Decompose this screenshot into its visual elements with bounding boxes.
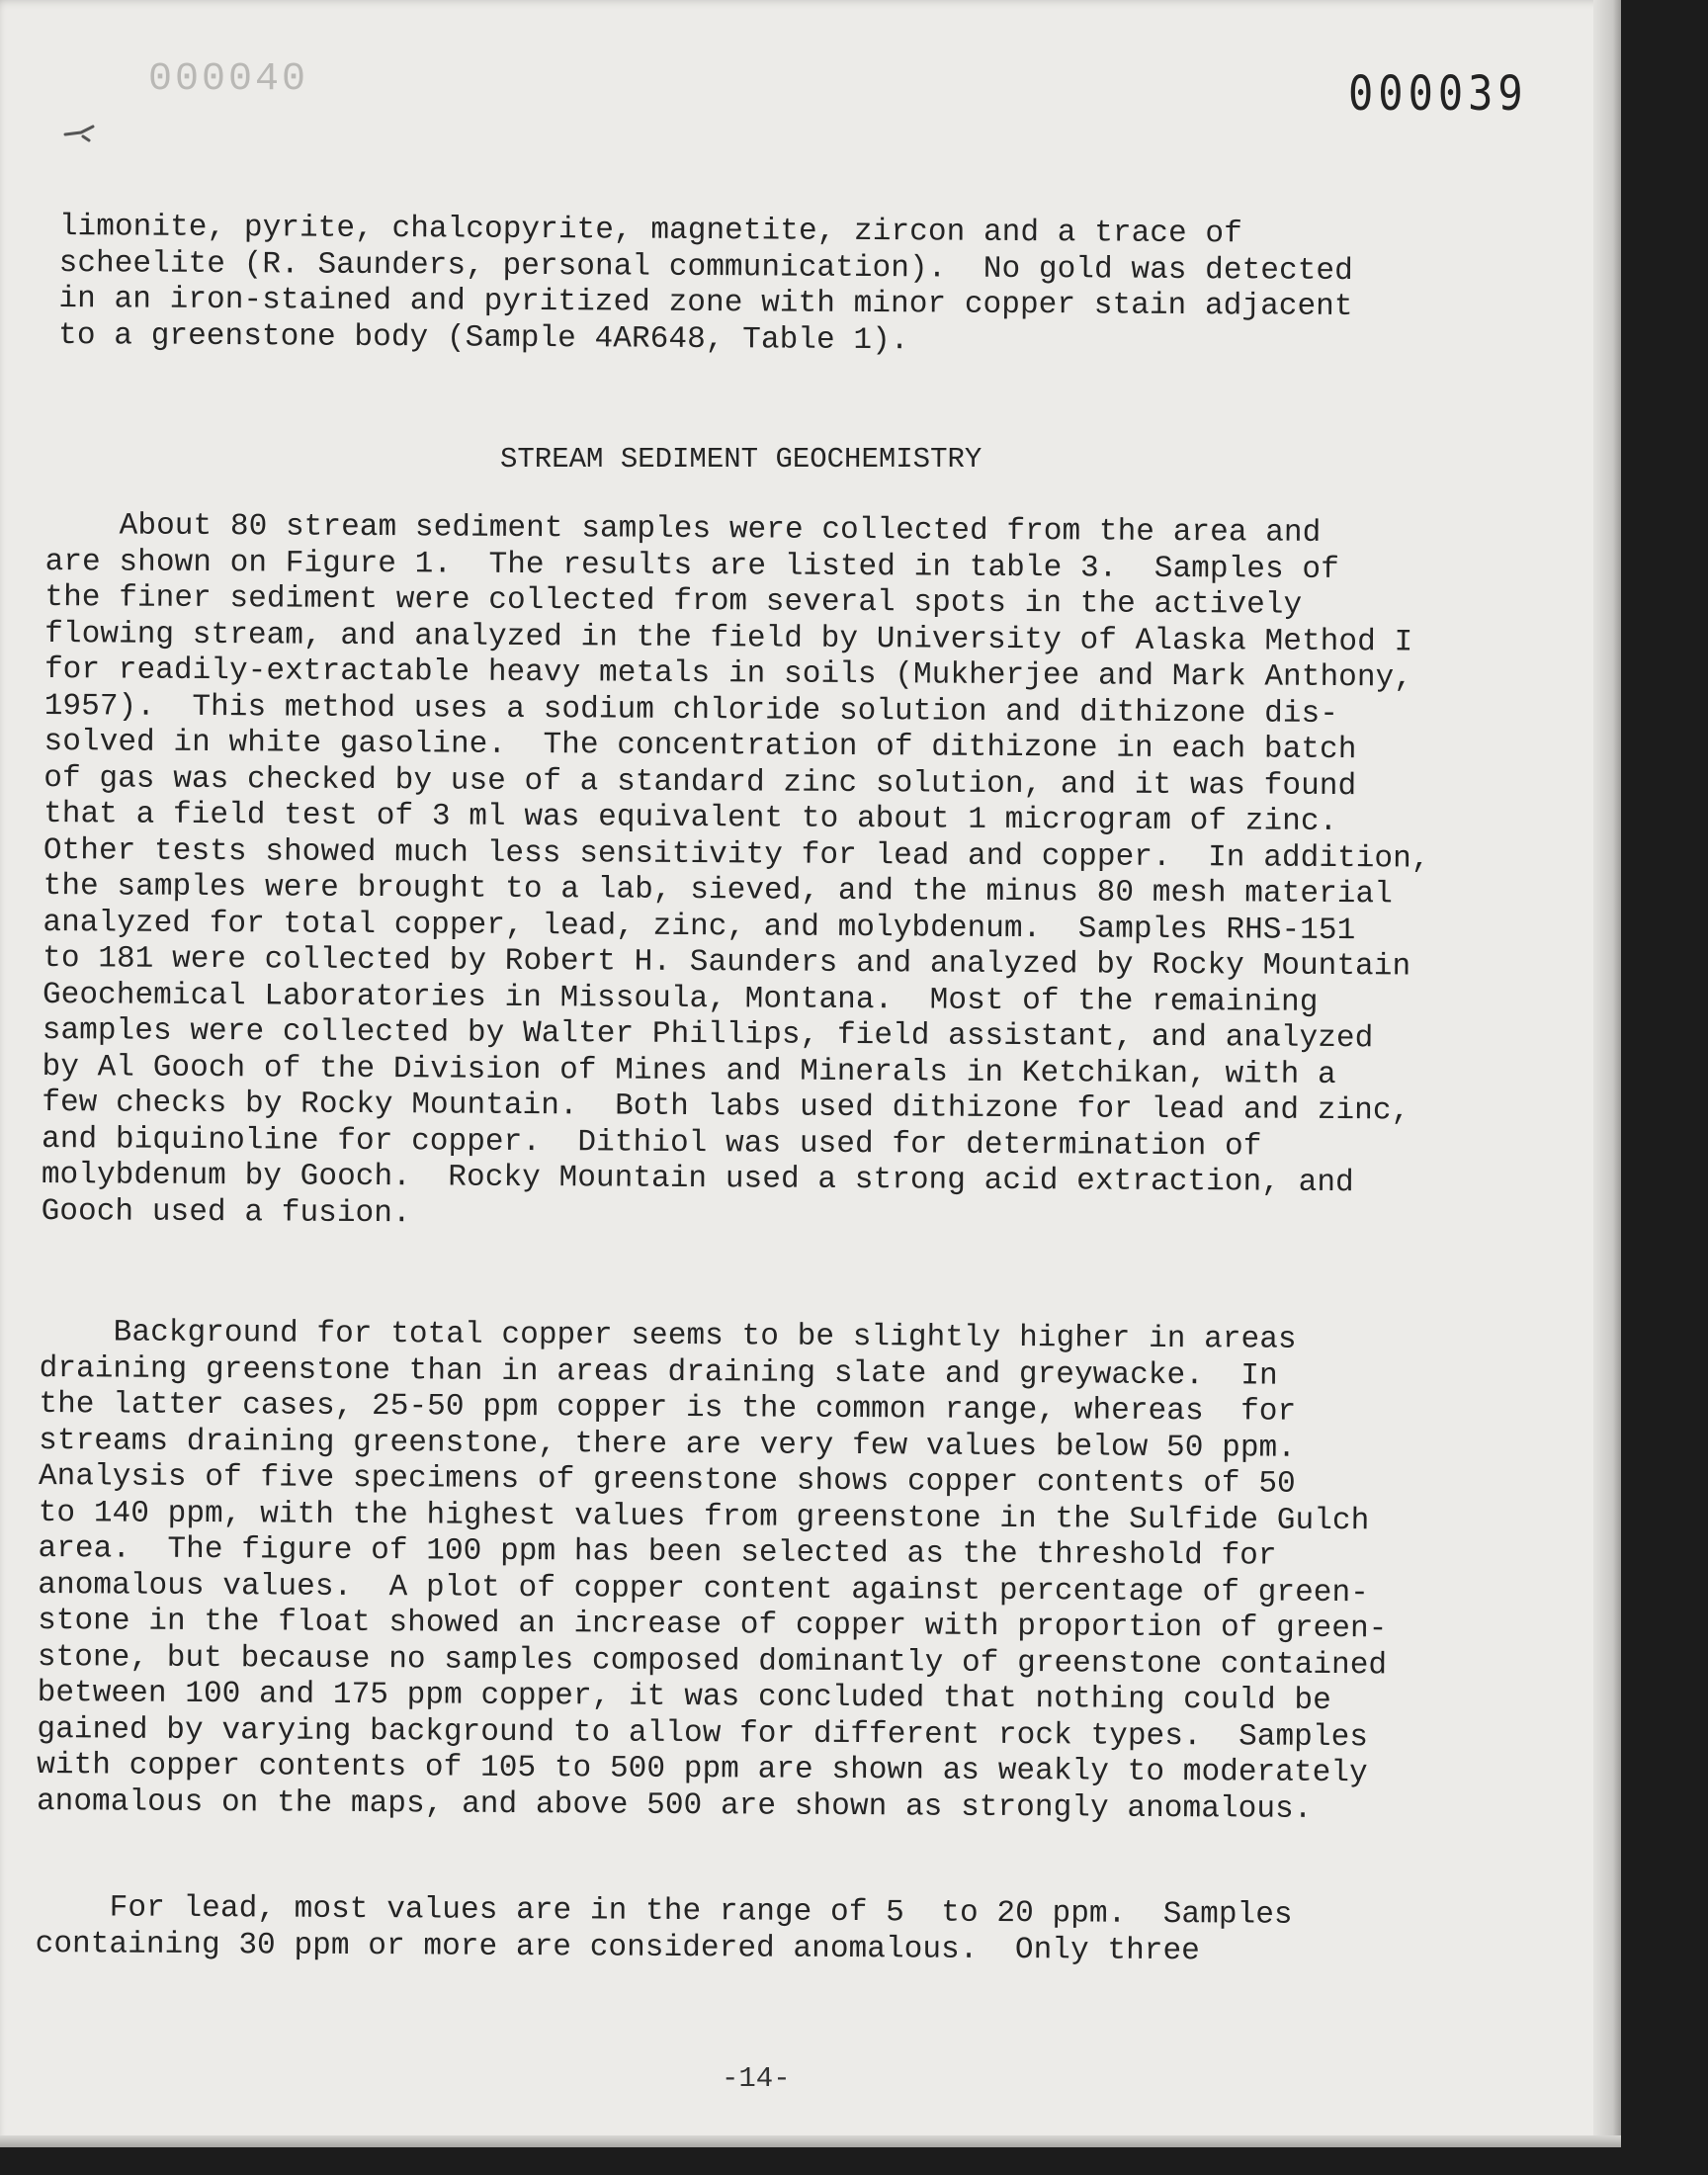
page-edge-shadow: [1593, 0, 1621, 2147]
intro-paragraph: limonite, pyrite, chalcopyrite, magnetite, zircon and a trace of scheelite (R. Saunders, personal communication). No gold was detected in an iron-stained and pyritized zone with minor copper stain adjacent to a greenstone body (Sample 4AR648, Table 1).: [58, 210, 1353, 358]
paragraph-copper-background: Background for total copper seems to be slightly higher in areas draining greenstone than in areas draining slate and greywacke. In the latter cases, 25-50 ppm copper is the common range, whereas for streams draining greenstone, there are very few values below 50 ppm. Analysis of five specimens of greenstone shows copper contents of 50 to 140 ppm, with the highest values from greenstone in the Sulfide Gulch area. The figure of 100 ppm has been selected as the threshold for anomalous values. A plot of copper content against percentage of green- stone in the float showed an increase of copper with proportion of green- stone, but because no samples composed dominantly of greenstone contained between 100 and 175 ppm copper, it was concluded that nothing could be gained by varying background to allow for different rock types. Samples with copper contents of 105 to 500 ppm are shown as weakly to moderately anomalous on the maps, and above 500 are shown as strongly anomalous.: [36, 1315, 1388, 1827]
pen-mark-icon: [63, 121, 107, 142]
page-id-number: 000039: [1348, 65, 1528, 122]
section-heading: STREAM SEDIMENT GEOCHEMISTRY: [500, 443, 982, 476]
page-footer-number: -14-: [722, 2062, 791, 2095]
faded-page-number: 000040: [148, 57, 309, 102]
paragraph-methods: About 80 stream sediment samples were collected from the area and are shown on Figure 1. The results are listed in table 3. Samples of the finer sediment were collected from several spots in the actively flowing stream, and analyzed in the field by University of Alaska Method I for readily-extractable heavy metals in soils (Mukherjee and Mark Anthony, 1957). This method uses a sodium chloride solution and dithizone dis- solved in white gasoline. The concentration of dithizone in each batch of gas was checked by use of a standard zinc solution, and it was found that a field test of 3 ml was equivalent to about 1 microgram of zinc. Other tests showed much less sensitivity for lead and copper. In addition, the samples were brought to a lab, sieved, and the minus 80 mesh material analyzed for total copper, lead, zinc, and molybdenum. Samples RHS-151 to 181 were collected by Robert H. Saunders and analyzed by Rocky Mountain Geochemical Laboratories in Missoula, Montana. Most of the remaining samples were collected by Walter Phillips, field assistant, and analyzed by Al Gooch of the Division of Mines and Minerals in Ketchikan, with a few checks by Rocky Mountain. Both labs used dithizone for lead and zinc, and biquinoline for copper. Dithiol was used for determination of molybdenum by Gooch. Rocky Mountain used a strong acid extraction, and Gooch used a fusion.: [41, 508, 1430, 1231]
paragraph-lead: For lead, most values are in the range of 5 to 20 ppm. Samples containing 30 ppm or more are considered anomalous. Only three: [35, 1890, 1293, 1968]
page-bottom-shadow: [0, 2135, 1621, 2147]
